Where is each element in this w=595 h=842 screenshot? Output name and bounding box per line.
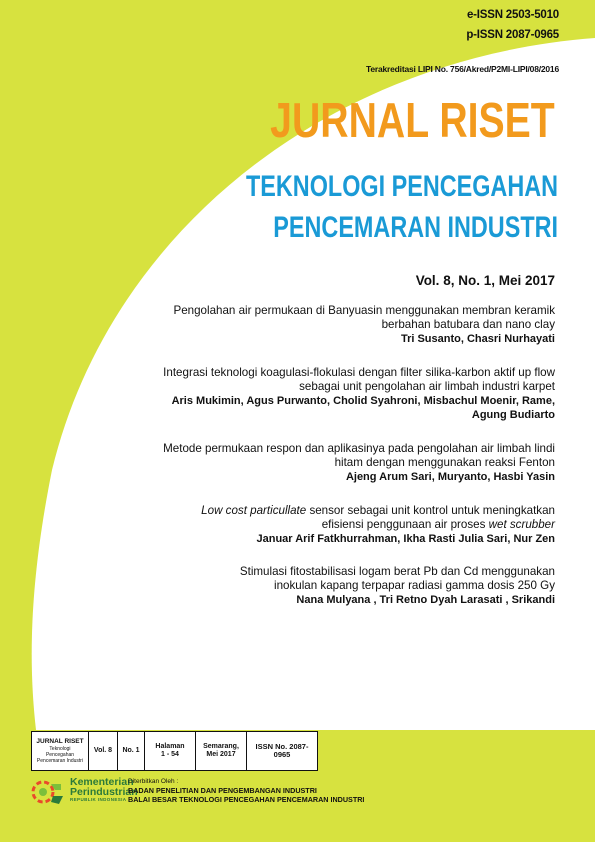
article-3 bbox=[105, 442, 555, 484]
italic-term: wet scrubber bbox=[488, 518, 555, 531]
article-title-line: sebagai unit pengolahan air limbah industri karpet bbox=[299, 380, 555, 393]
journal-title-line2: TEKNOLOGI PENCEGAHAN bbox=[245, 170, 558, 203]
e-issn: e-ISSN 2503-5010 bbox=[466, 9, 559, 21]
table-cell-date: Semarang, Mei 2017 bbox=[196, 732, 247, 770]
article-title-line: Metode permukaan respon dan aplikasinya pada pengolahan air limbah lindi bbox=[163, 442, 555, 455]
table-cell-pages: Halaman 1 - 54 bbox=[145, 732, 196, 770]
article-title-line: Integrasi teknologi koagulasi-flokulasi dengan filter silika-karbon aktif up flow bbox=[163, 366, 555, 379]
ministry-name: Kementerian Perindustrian REPUBLIK INDONESIA bbox=[70, 776, 138, 802]
journal-title-line3: PENCEMARAN INDUSTRI bbox=[273, 211, 558, 244]
italic-term: Low cost particullate bbox=[201, 504, 307, 517]
table-cell-volume: Vol. 8 bbox=[89, 732, 118, 770]
publisher-info: Diterbitkan Oleh : BADAN PENELITIAN DAN PENGEMBANGAN INDUSTRI BALAI BESAR TEKNOLOGI PENCEGAHAN PENCEMARAN INDUSTRI bbox=[128, 778, 365, 804]
article-title-line: inokulan kapang terpapar radiasi gamma dosis 250 Gy bbox=[274, 579, 555, 592]
article-authors: Aris Mukimin, Agus Purwanto, Cholid Syahroni, Misbachul Moenir, Rame, bbox=[171, 395, 555, 407]
article-title-line: berbahan batubara dan nano clay bbox=[381, 318, 555, 331]
article-title-line: hitam dengan menggunakan reaksi Fenton bbox=[334, 456, 555, 469]
journal-info-table bbox=[31, 731, 318, 771]
article-4 bbox=[105, 504, 555, 546]
article-authors: Tri Susanto, Chasri Nurhayati bbox=[400, 333, 555, 345]
article-authors: Januar Arif Fatkhurrahman, Ikha Rasti Julia Sari, Nur Zen bbox=[256, 533, 555, 545]
table-cell-number: No. 1 bbox=[118, 732, 145, 770]
article-authors: Nana Mulyana , Tri Retno Dyah Larasati , Srikandi bbox=[296, 594, 555, 606]
article-title-line: Low cost particullate sensor sebagai unit kontrol untuk meningkatkan bbox=[201, 504, 555, 517]
accreditation-text: Terakreditasi LIPI No. 756/Akred/P2MI-LIPI/08/2016 bbox=[366, 64, 559, 74]
article-authors: Agung Budiarto bbox=[471, 409, 555, 421]
p-issn: p-ISSN 2087-0965 bbox=[466, 29, 559, 41]
article-authors: Ajeng Arum Sari, Muryanto, Hasbi Yasin bbox=[345, 471, 555, 483]
article-1 bbox=[105, 304, 555, 346]
article-2 bbox=[105, 366, 555, 422]
volume-info: Vol. 8, No. 1, Mei 2017 bbox=[415, 273, 555, 288]
table-cell-journal: JURNAL RISET Teknologi Pencegahan Pencemaran Industri bbox=[32, 732, 89, 770]
article-title-line: Pengolahan air permukaan di Banyuasin menggunakan membran keramik bbox=[173, 304, 555, 317]
article-title-line: efisiensi penggunaan air proses wet scrubber bbox=[321, 518, 555, 531]
journal-title-main: JURNAL RISET bbox=[270, 94, 555, 148]
article-title-line: Stimulasi fitostabilisasi logam berat Pb dan Cd menggunakan bbox=[239, 565, 555, 578]
table-cell-issn: ISSN No. 2087-0965 bbox=[255, 742, 309, 759]
article-5 bbox=[105, 565, 555, 607]
ministry-logo-icon bbox=[31, 776, 71, 808]
